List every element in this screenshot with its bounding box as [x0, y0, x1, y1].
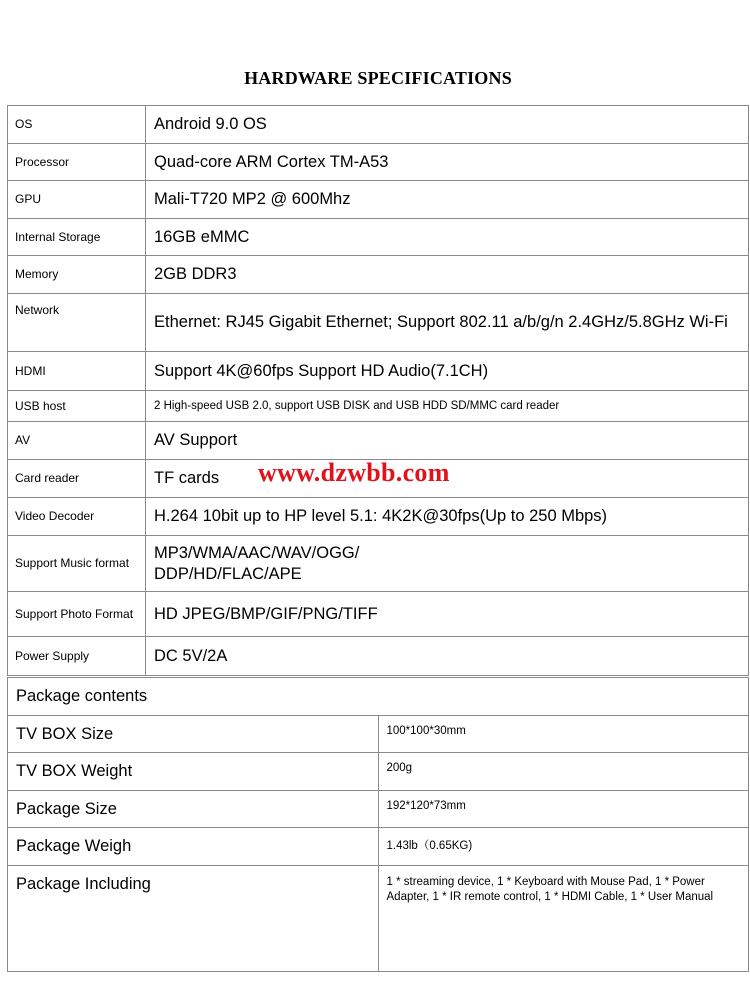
spec-label: Support Music format: [8, 536, 146, 592]
spec-label: Power Supply: [8, 637, 146, 676]
spec-row-gpu: [8, 181, 749, 219]
spec-label: Memory: [8, 256, 146, 294]
package-table: [7, 677, 749, 972]
spec-row-video-decoder: [8, 498, 749, 536]
spec-label: Network: [8, 294, 146, 352]
spec-label: GPU: [8, 181, 146, 219]
package-row: [8, 753, 749, 791]
spec-label: Card reader: [8, 460, 146, 498]
package-row: [8, 828, 749, 866]
spec-label: OS: [8, 106, 146, 144]
spec-value: Mali-T720 MP2 @ 600Mhz: [146, 181, 749, 219]
package-value: 192*120*73mm: [378, 791, 749, 828]
package-label: Package Including: [8, 866, 379, 972]
spec-row-internal-storage: [8, 219, 749, 256]
package-label: Package Weigh: [8, 828, 379, 866]
package-value: 100*100*30mm: [378, 716, 749, 753]
package-value: 1 * streaming device, 1 * Keyboard with Mouse Pad, 1 * Power Adapter, 1 * IR remote control, 1 * HDMI Cable, 1 * User Manual: [378, 866, 749, 972]
watermark: www.dzwbb.com: [258, 458, 450, 487]
spec-label: Processor: [8, 144, 146, 181]
spec-label: AV: [8, 422, 146, 460]
spec-value: 2GB DDR3: [146, 256, 749, 294]
spec-row-os: [8, 106, 749, 144]
spec-row-music-format: [8, 536, 749, 592]
spec-row-hdmi: [8, 352, 749, 391]
spec-value: Quad-core ARM Cortex TM-A53: [146, 144, 749, 181]
package-heading: Package contents: [8, 678, 749, 716]
spec-label: Video Decoder: [8, 498, 146, 536]
package-value: 200g: [378, 753, 749, 791]
spec-row-processor: [8, 144, 749, 181]
package-label: TV BOX Weight: [8, 753, 379, 791]
spec-value: MP3/WMA/AAC/WAV/OGG/ DDP/HD/FLAC/APE: [146, 536, 749, 592]
package-label: TV BOX Size: [8, 716, 379, 753]
hardware-specs-table: [7, 105, 749, 676]
page-title: HARDWARE SPECIFICATIONS: [244, 68, 512, 88]
spec-row-network: [8, 294, 749, 352]
spec-value: 2 High-speed USB 2.0, support USB DISK and USB HDD SD/MMC card reader: [146, 391, 749, 422]
spec-label: Internal Storage: [8, 219, 146, 256]
spec-value: Ethernet: RJ45 Gigabit Ethernet; Support 802.11 a/b/g/n 2.4GHz/5.8GHz Wi-Fi: [146, 294, 749, 352]
spec-value: 16GB eMMC: [146, 219, 749, 256]
package-row: [8, 866, 749, 972]
spec-value: DC 5V/2A: [146, 637, 749, 676]
spec-label: Support Photo Format: [8, 592, 146, 637]
spec-value: AV Support: [146, 422, 749, 460]
package-row: [8, 791, 749, 828]
spec-value: Support 4K@60fps Support HD Audio(7.1CH): [146, 352, 749, 391]
package-row: [8, 716, 749, 753]
package-value: 1.43lb（0.65KG): [378, 828, 749, 866]
spec-value: H.264 10bit up to HP level 5.1: 4K2K@30fps(Up to 250 Mbps): [146, 498, 749, 536]
spec-row-memory: [8, 256, 749, 294]
spec-value: TF cards: [146, 460, 749, 498]
spec-row-photo-format: [8, 592, 749, 637]
package-label: Package Size: [8, 791, 379, 828]
spec-row-usb-host: [8, 391, 749, 422]
spec-value: Android 9.0 OS: [146, 106, 749, 144]
spec-row-power-supply: [8, 637, 749, 676]
spec-row-av: [8, 422, 749, 460]
spec-value: HD JPEG/BMP/GIF/PNG/TIFF: [146, 592, 749, 637]
package-heading-row: [8, 678, 749, 716]
spec-label: USB host: [8, 391, 146, 422]
spec-label: HDMI: [8, 352, 146, 391]
